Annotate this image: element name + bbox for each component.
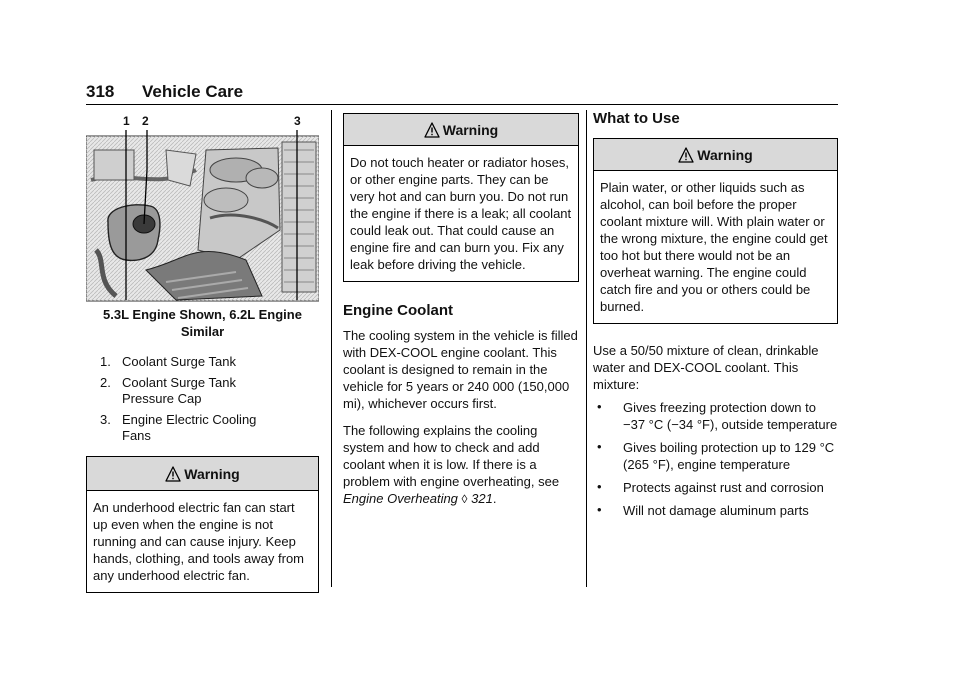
warning-icon — [165, 466, 181, 482]
column-right — [593, 110, 838, 519]
warning-title: Warning — [442, 122, 499, 138]
paragraph-text: The following explains the cooling system and how to check and add coolant when it is low. If there is a problem with engine overheating, see — [343, 423, 560, 489]
header-rule — [86, 104, 838, 105]
bullet-icon: • — [597, 439, 602, 454]
legend-text: Coolant Surge Tank Pressure Cap — [122, 375, 236, 406]
warning-text: Do not touch heater or radiator hoses, or other engine parts. They can be very hot and can burn you. Do not run the engine if there is a leak; all coolant could leak out. That could cause an engine fire and can burn you. Fix any leak before driving the vehicle. — [350, 155, 572, 272]
list-item-text: Will not damage aluminum parts — [623, 503, 809, 518]
column-divider-1 — [331, 110, 332, 587]
paragraph-end: . — [492, 491, 497, 506]
bullet-icon: • — [597, 399, 602, 414]
bullet-icon: • — [597, 502, 602, 517]
callout-2: 2 — [142, 114, 149, 128]
warning-title: Warning — [697, 147, 753, 163]
engine-coolant-heading: Engine Coolant — [343, 302, 453, 319]
page-number: 318 — [86, 82, 115, 101]
bullet-icon: • — [597, 479, 602, 494]
warning-icon — [424, 122, 440, 138]
list-item-text: Gives freezing protection down to −37 °C (−34 °F), outside temperature — [623, 400, 838, 432]
warning-box-fan — [86, 456, 319, 593]
legend-item — [86, 375, 319, 407]
legend-number: 1. — [100, 354, 111, 369]
callout-3: 3 — [294, 114, 301, 128]
warning-header — [344, 114, 578, 146]
engine-figure — [86, 110, 319, 302]
what-to-use-heading: What to Use — [593, 110, 680, 127]
list-item-text: Protects against rust and corrosion — [623, 480, 824, 495]
legend-number: 2. — [100, 375, 111, 390]
warning-text: Plain water, or other liquids such as alcohol, can boil before the proper coolant mixture will. With plain water or the wrong mixture, the engine could get too hot but there would not be an overheat warning. The engine could catch fire and you or others could be burned. — [600, 180, 828, 314]
engine-overheating-link[interactable]: Engine Overheating — [343, 491, 458, 506]
list-item — [593, 479, 838, 496]
coolant-mixture-benefits — [593, 399, 838, 519]
warning-header — [87, 457, 318, 491]
legend-text: Coolant Surge Tank — [122, 354, 236, 369]
warning-title: Warning — [184, 466, 240, 482]
warning-text: An underhood electric fan can start up even when the engine is not running and can cause injury. Keep hands, clothing, and tools away from any underhood electric fan. — [93, 500, 305, 583]
page-reference-icon: ◊ — [461, 492, 468, 506]
warning-icon — [678, 147, 694, 163]
list-item-text: Gives boiling protection up to 129 °C (265 °F), engine temperature — [623, 440, 835, 472]
legend-item — [86, 412, 319, 444]
figure-caption — [86, 306, 319, 340]
warning-header — [594, 139, 837, 171]
warning-box-plain-water — [593, 138, 838, 324]
column-divider-2 — [586, 110, 587, 587]
callout-1: 1 — [123, 114, 130, 128]
page-reference-number[interactable]: 321 — [471, 491, 493, 506]
figure-caption-line-2: Similar — [180, 324, 225, 339]
engine-coolant-paragraph-2 — [343, 422, 579, 508]
what-to-use-intro: Use a 50/50 mixture of clean, drinkable water and DEX-COOL coolant. This mixture: — [593, 343, 819, 392]
legend-number: 3. — [100, 412, 111, 427]
page-header — [86, 82, 838, 104]
legend-text: Engine Electric Cooling Fans — [122, 412, 257, 443]
engine-coolant-paragraph-1: The cooling system in the vehicle is filled with DEX-COOL engine coolant. This coolant is designed to remain in the vehicle for 5 years or 240 000 (150,000 mi), whichever occurs first. — [343, 328, 578, 411]
list-item — [593, 502, 838, 519]
list-item — [593, 439, 838, 473]
legend-item — [86, 354, 319, 370]
figure-legend — [86, 354, 319, 444]
section-title: Vehicle Care — [142, 82, 244, 101]
engine-compartment-illustration — [86, 110, 319, 302]
figure-caption-line-1: 5.3L Engine Shown, 6.2L Engine — [103, 307, 302, 322]
column-left — [86, 110, 319, 593]
list-item — [593, 399, 838, 433]
column-middle — [343, 110, 579, 508]
warning-box-hot-parts — [343, 113, 579, 282]
